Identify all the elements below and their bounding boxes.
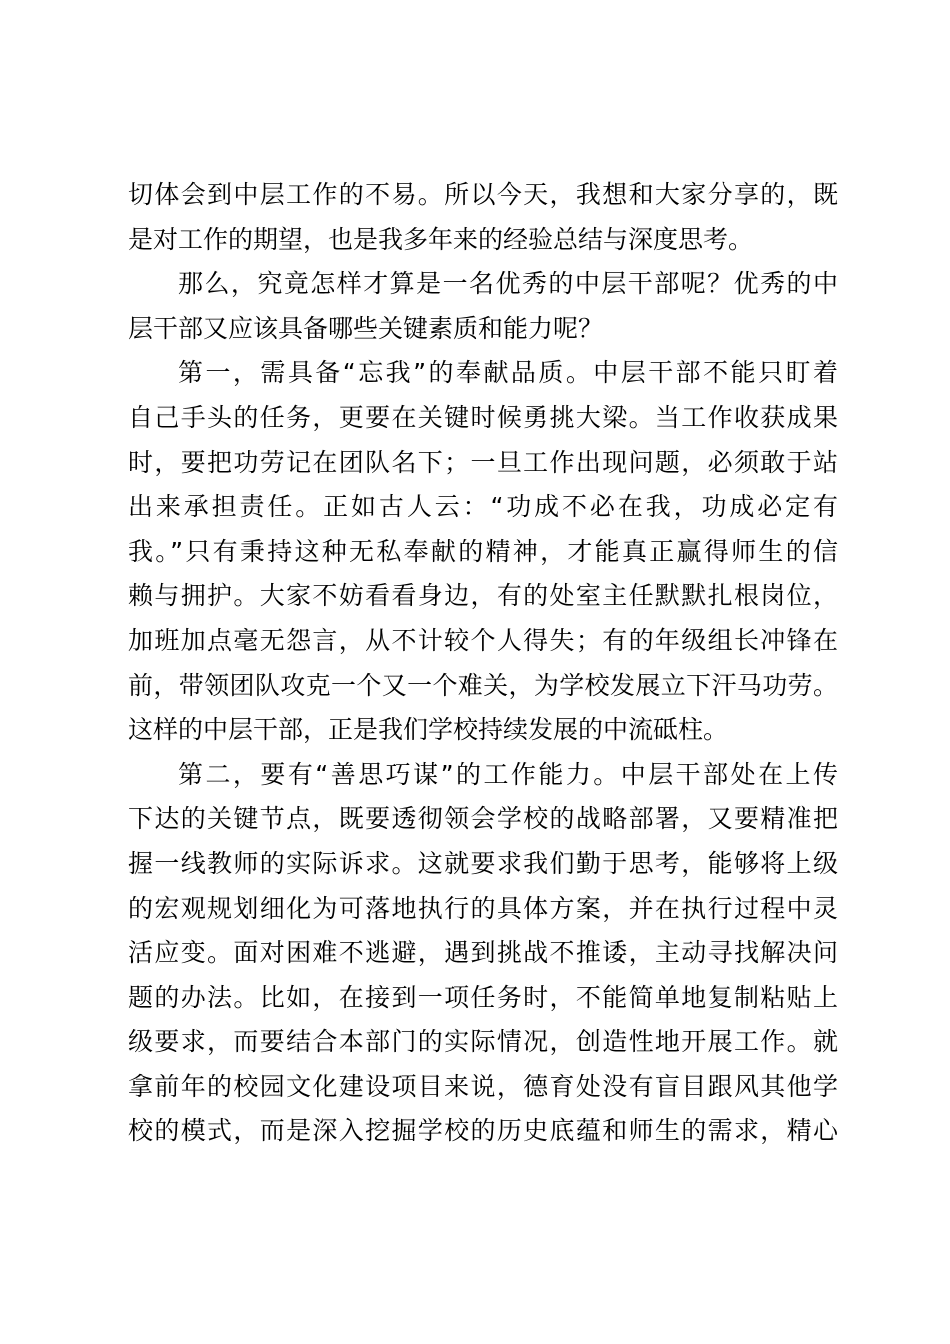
text-line: 我。”只有秉持这种无私奉献的精神，才能真正赢得师生的信	[128, 536, 838, 566]
body-text	[128, 173, 838, 1154]
text-line: 加班加点毫无怨言，从不计较个人得失；有的年级组长冲锋在	[128, 625, 838, 655]
text-line: 这样的中层干部，正是我们学校持续发展的中流砥柱。	[128, 715, 729, 745]
text-line: 是对工作的期望，也是我多年来的经验总结与深度思考。	[128, 224, 754, 254]
text-line: 题的办法。比如，在接到一项任务时，不能简单地复制粘贴上	[128, 982, 838, 1012]
text-line: 第二，要有“善思巧谋”的工作能力。中层干部处在上传	[178, 759, 838, 789]
text-line: 级要求，而要结合本部门的实际情况，创造性地开展工作。就	[128, 1027, 838, 1057]
text-line: 层干部又应该具备哪些关键素质和能力呢？	[128, 313, 604, 343]
text-line: 下达的关键节点，既要透彻领会学校的战略部署，又要精准把	[128, 804, 838, 834]
text-line: 活应变。面对困难不逃避，遇到挑战不推诿，主动寻找解决问	[128, 938, 838, 968]
text-line: 第一，需具备“忘我”的奉献品质。中层干部不能只盯着	[178, 358, 838, 388]
text-line: 的宏观规划细化为可落地执行的具体方案，并在执行过程中灵	[128, 893, 838, 923]
text-line: 那么，究竟怎样才算是一名优秀的中层干部呢？优秀的中	[178, 269, 838, 299]
text-line: 切体会到中层工作的不易。所以今天，我想和大家分享的，既	[128, 180, 838, 209]
text-line: 自己手头的任务，更要在关键时候勇挑大梁。当工作收获成果	[128, 402, 838, 432]
text-line: 出来承担责任。正如古人云：“功成不必在我，功成必定有	[128, 492, 838, 522]
text-line: 拿前年的校园文化建设项目来说，德育处没有盲目跟风其他学	[128, 1071, 838, 1101]
text-line: 时，要把功劳记在团队名下；一旦工作出现问题，必须敢于站	[128, 447, 838, 477]
text-line: 赖与拥护。大家不妨看看身边，有的处室主任默默扎根岗位，	[128, 581, 838, 611]
text-line: 前，带领团队攻克一个又一个难关，为学校发展立下汗马功劳。	[128, 670, 838, 700]
text-line: 握一线教师的实际诉求。这就要求我们勤于思考，能够将上级	[128, 848, 838, 878]
text-line: 校的模式，而是深入挖掘学校的历史底蕴和师生的需求，精心	[128, 1116, 838, 1146]
